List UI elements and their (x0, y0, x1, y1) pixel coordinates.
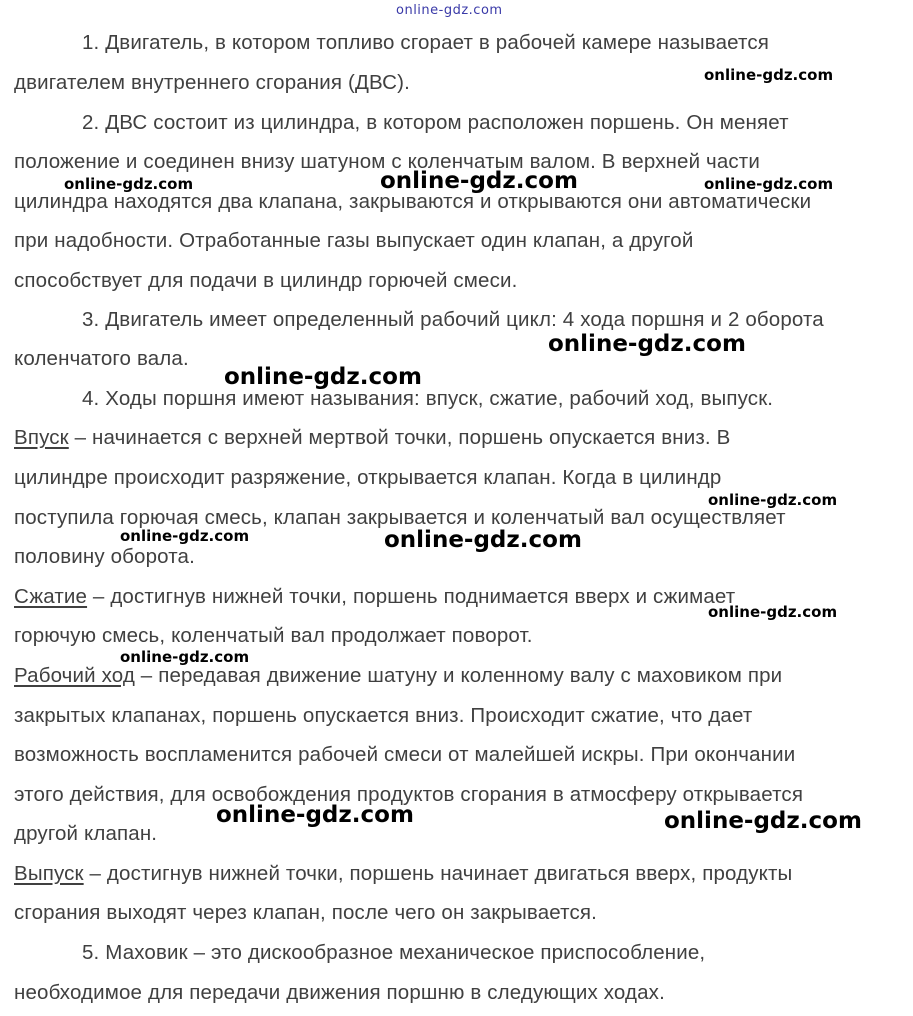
watermark: online-gdz.com (704, 175, 834, 193)
intake-line-1 (14, 426, 730, 450)
dash: – (68, 426, 93, 449)
power-text: передавая движение шатуну и коленному валу с маховиком при (158, 664, 783, 687)
dash: – (87, 585, 111, 608)
paragraph-2-line-5: способствует для подачи в цилиндр горючей смеси. (14, 269, 518, 292)
watermark: online-gdz.com (548, 331, 746, 357)
watermark: online-gdz.com (380, 168, 578, 194)
watermark: online-gdz.com (120, 527, 250, 545)
exhaust-text: достигнув нижней точки, поршень начинает двигаться вверх, продукты (106, 862, 793, 885)
term-power: Рабочий ход (14, 664, 135, 687)
paragraph-3-line-2: коленчатого вала. (14, 347, 189, 370)
compression-line-1 (14, 585, 735, 609)
compression-line-2: горючую смесь, коленчатый вал продолжает поворот. (14, 624, 533, 647)
paragraph-1-line-1: 1. Двигатель, в котором топливо сгорает в рабочей камере называется (82, 31, 769, 54)
intake-line-4: половину оборота. (14, 545, 195, 568)
dash: – (83, 862, 107, 885)
watermark: online-gdz.com (708, 491, 838, 509)
term-compression: Сжатие (14, 585, 88, 608)
paragraph-5-line-1: 5. Маховик – это дискообразное механическое приспособление, (82, 941, 706, 964)
term-exhaust: Выпуск (14, 862, 84, 885)
power-line-4: этого действия, для освобождения продуктов сгорания в атмосферу открывается (14, 783, 804, 806)
compression-text: достигнув нижней точки, поршень поднимается вверх и сжимает (110, 585, 736, 608)
paragraph-2-line-2: положение и соединен внизу шатуном с коленчатым валом. В верхней части (14, 150, 760, 173)
paragraph-5-line-2: необходимое для передачи движения поршню в следующих ходах. (14, 981, 665, 1004)
exhaust-line-1 (14, 862, 792, 886)
term-intake: Впуск (14, 426, 69, 449)
power-line-3: возможность воспламенится рабочей смеси от малейшей искры. При окончании (14, 743, 796, 766)
watermark: online-gdz.com (224, 364, 422, 390)
watermark: online-gdz.com (708, 603, 838, 621)
power-line-1 (14, 664, 782, 688)
exhaust-line-2: сгорания выходят через клапан, после чего он закрывается. (14, 901, 597, 924)
intake-line-2: цилиндре происходит разряжение, открывается клапан. Когда в цилиндр (14, 466, 722, 489)
intake-text: начинается с верхней мертвой точки, поршень опускается вниз. В (92, 426, 731, 449)
paragraph-3-line-1: 3. Двигатель имеет определенный рабочий цикл: 4 хода поршня и 2 оборота (82, 308, 824, 331)
watermark: online-gdz.com (664, 808, 862, 834)
watermark: online-gdz.com (384, 527, 582, 553)
power-line-2: закрытых клапанах, поршень опускается вниз. Происходит сжатие, что дает (14, 704, 753, 727)
paragraph-4-line-1: 4. Ходы поршня имеют называния: впуск, сжатие, рабочий ход, выпуск. (82, 387, 774, 410)
watermark: online-gdz.com (120, 648, 250, 666)
watermark: online-gdz.com (216, 802, 414, 828)
watermark-top: online-gdz.com (396, 3, 503, 18)
intake-line-3: поступила горючая смесь, клапан закрывается и коленчатый вал осуществляет (14, 506, 786, 529)
paragraph-1-line-2: двигателем внутреннего сгорания (ДВС). (14, 71, 410, 94)
paragraph-2-line-4: при надобности. Отработанные газы выпускает один клапан, а другой (14, 229, 694, 252)
watermark: online-gdz.com (704, 66, 834, 84)
paragraph-2-line-1: 2. ДВС состоит из цилиндра, в котором расположен поршень. Он меняет (82, 111, 789, 134)
paragraph-2-line-3: цилиндра находятся два клапана, закрываются и открываются они автоматически (14, 190, 812, 213)
watermark: online-gdz.com (64, 175, 194, 193)
power-line-5: другой клапан. (14, 822, 158, 845)
dash: – (134, 664, 159, 687)
